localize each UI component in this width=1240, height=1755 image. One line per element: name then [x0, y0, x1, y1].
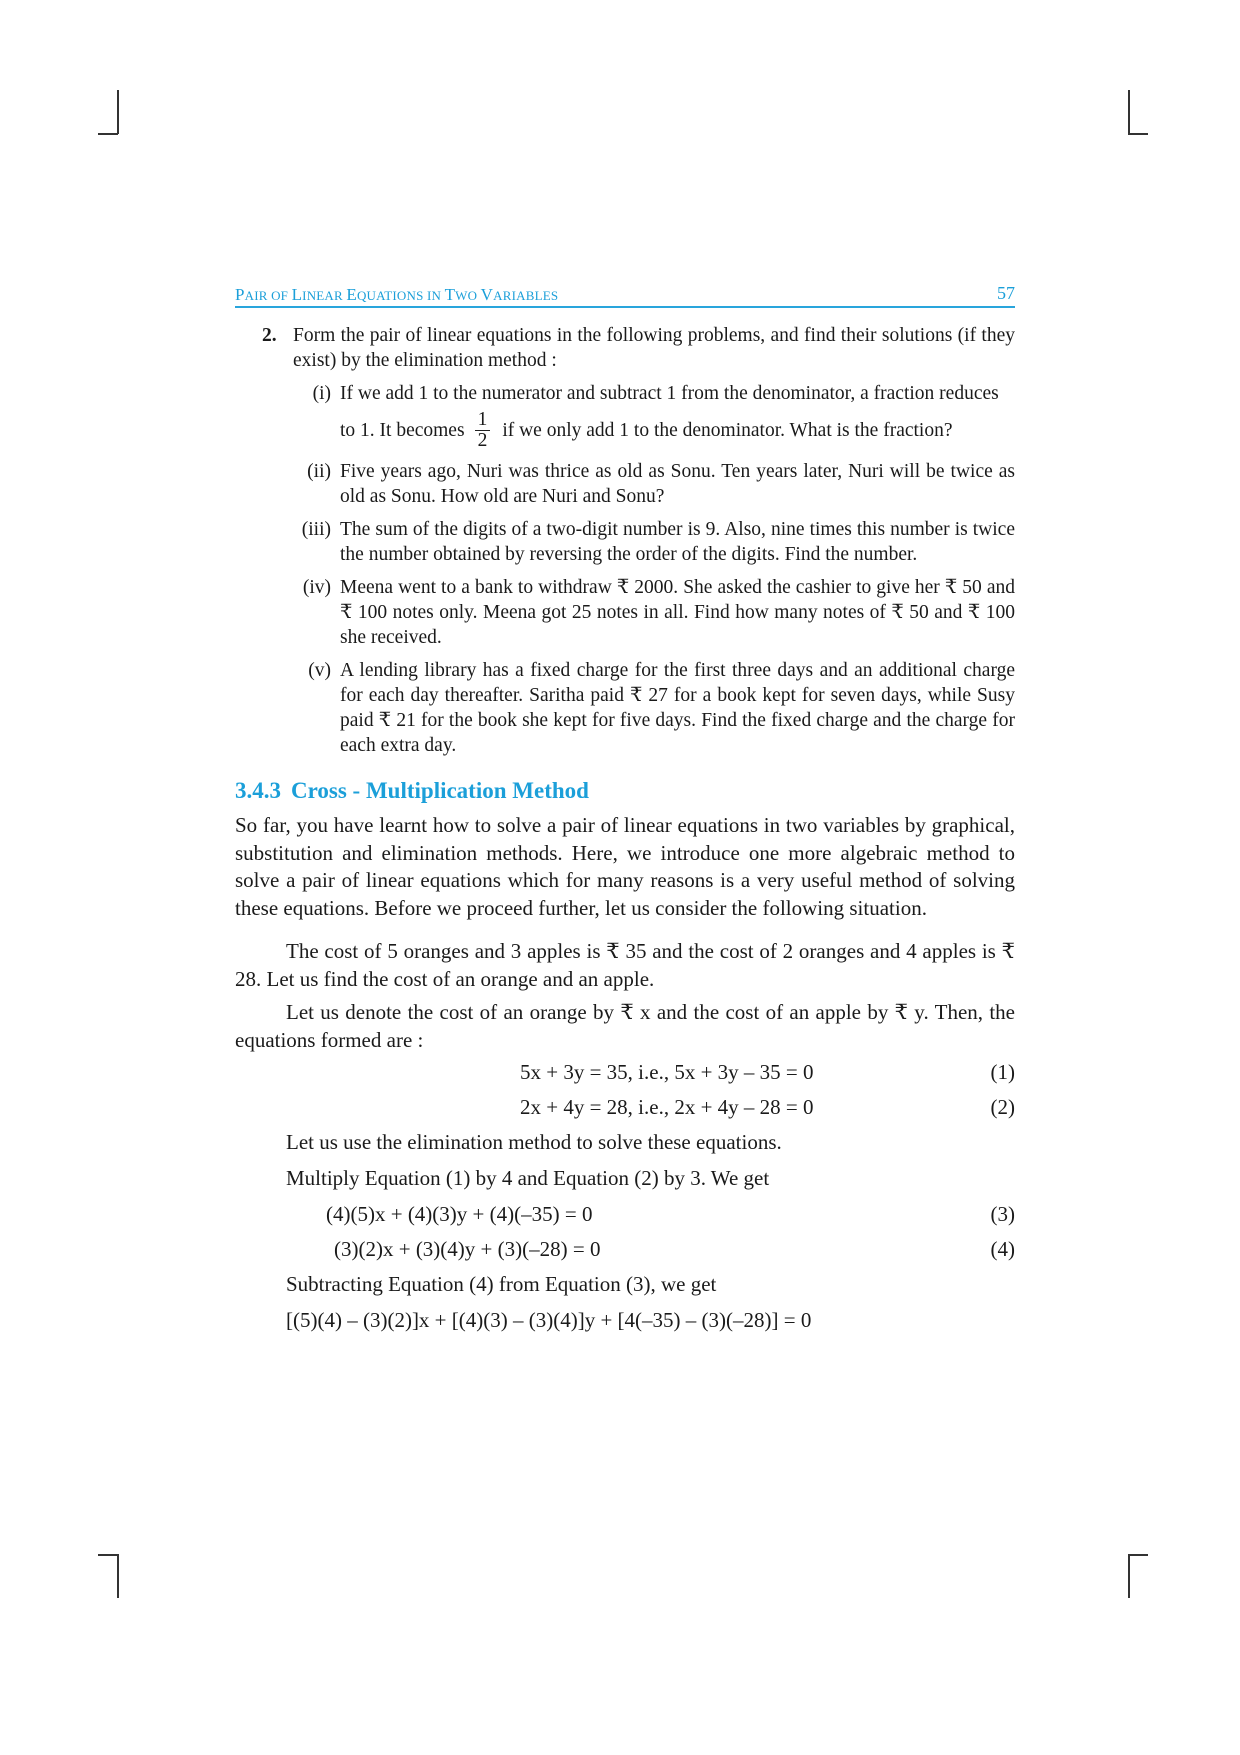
item-text: Five years ago, Nuri was thrice as old as Sonu. Ten years later, Nuri will be twice as old as Sonu. How old are Nuri and Sonu? — [340, 461, 1015, 507]
exercise-item-v — [235, 658, 1015, 758]
exercise-item-ii — [235, 459, 1015, 509]
page-number: 57 — [997, 283, 1015, 303]
crop-mark-bottom-left-v — [117, 1554, 119, 1598]
title-word-1: PAIR OF — [235, 285, 292, 304]
fraction-denominator: 2 — [477, 430, 488, 451]
paragraph-denote: Let us denote the cost of an orange by ₹ x and the cost of an apple by ₹ y. Then, the equations formed are : — [235, 1000, 1015, 1052]
equation-2: 2x + 4y = 28, i.e., 2x + 4y – 28 = 0 — [520, 1095, 814, 1119]
line-subtracting: Subtracting Equation (4) from Equation (3), we get — [286, 1272, 717, 1296]
item-label: (ii) — [307, 461, 331, 482]
crop-mark-top-right — [1128, 133, 1148, 135]
item-fraction-line — [340, 410, 1015, 451]
title-word-5: VARIABLES — [480, 285, 559, 304]
exercise-intro: Form the pair of linear equations in the following problems, and find their solutions (if they exist) by the elimination method : — [293, 325, 1015, 371]
fraction-one-half — [475, 410, 491, 451]
crop-mark-top-left-v — [117, 90, 119, 134]
equation-1-row — [235, 1054, 1015, 1089]
equation-3: (4)(5)x + (4)(3)y + (4)(–35) = 0 — [326, 1202, 593, 1226]
chapter-title — [235, 282, 558, 308]
item-label: (v) — [308, 660, 331, 681]
section-title: Cross - Multiplication Method — [291, 778, 589, 803]
crop-mark-top-right-v — [1128, 90, 1130, 134]
exercise-item-i — [235, 381, 1015, 451]
paragraph-intro: So far, you have learnt how to solve a pair of linear equations in two variables by graphical, substitution and elimination methods. Here, we introduce one more algebraic method to solve a pair of linear equations which for many reasons is a very useful method of solving these equations. Before we proceed further, let us consider the following situation. — [235, 813, 1015, 920]
title-word-3: EQUATIONS IN — [346, 285, 445, 304]
page-content — [235, 276, 1015, 1337]
equation-4-tag: (4) — [990, 1237, 1015, 1261]
equation-5: [(5)(4) – (3)(2)]x + [(4)(3) – (3)(4)]y + [4(–35) – (3)(–28)] = 0 — [286, 1308, 812, 1332]
crop-mark-bottom-right-v — [1128, 1554, 1130, 1598]
section-heading — [235, 776, 1015, 806]
section-number: 3.4.3 — [235, 778, 281, 803]
fraction-numerator: 1 — [475, 410, 491, 431]
item-text: Meena went to a bank to withdraw ₹ 2000. She asked the cashier to give her ₹ 50 and ₹ 100 notes only. Meena got 25 notes in all. Find how many notes of ₹ 50 and ₹ 100 she received. — [340, 577, 1015, 648]
item-text-line2-pre: to 1. It becomes — [340, 420, 465, 441]
equation-4-row — [235, 1231, 1015, 1266]
equation-3-row — [235, 1196, 1015, 1231]
equation-2-row — [235, 1089, 1015, 1124]
crop-mark-top-left — [98, 133, 118, 135]
item-label: (i) — [312, 383, 331, 404]
crop-mark-bottom-left — [98, 1554, 118, 1556]
equation-1: 5x + 3y = 35, i.e., 5x + 3y – 35 = 0 — [520, 1060, 814, 1084]
exercise-item-iii — [235, 517, 1015, 567]
item-label: (iv) — [302, 577, 331, 598]
item-text: A lending library has a fixed charge for the first three days and an additional charge for each day thereafter. Saritha paid ₹ 27 for a book kept for seven days, while Susy paid ₹ 21 for the book she kept for five days. Find the fixed charge and the charge for each extra day. — [340, 660, 1015, 756]
exercise-question — [235, 323, 1015, 373]
line-multiply: Multiply Equation (1) by 4 and Equation (2) by 3. We get — [286, 1166, 770, 1190]
item-text: The sum of the digits of a two-digit number is 9. Also, nine times this number is twice the number obtained by reversing the order of the digits. Find the number. — [340, 519, 1015, 565]
exercise-number: 2. — [262, 325, 277, 346]
paragraph-situation: The cost of 5 oranges and 3 apples is ₹ 35 and the cost of 2 oranges and 4 apples is ₹ 28. Let us find the cost of an orange and an apple. — [235, 939, 1015, 991]
title-word-4: TWO — [444, 285, 481, 304]
exercise-item-iv — [235, 575, 1015, 650]
title-word-2: LINEAR — [291, 285, 347, 304]
item-label: (iii) — [301, 519, 331, 540]
crop-mark-bottom-right — [1128, 1554, 1148, 1556]
equation-2-tag: (2) — [990, 1095, 1015, 1119]
running-header — [235, 276, 1015, 308]
item-text-line2-post: if we only add 1 to the denominator. What is the fraction? — [502, 420, 953, 441]
equation-4: (3)(2)x + (3)(4)y + (3)(–28) = 0 — [334, 1237, 601, 1261]
item-text: If we add 1 to the numerator and subtract 1 from the denominator, a fraction reduces — [340, 383, 999, 404]
equation-3-tag: (3) — [990, 1202, 1015, 1226]
line-elimination: Let us use the elimination method to solve these equations. — [286, 1130, 782, 1154]
equation-5-row — [235, 1302, 1015, 1337]
equation-1-tag: (1) — [990, 1060, 1015, 1084]
